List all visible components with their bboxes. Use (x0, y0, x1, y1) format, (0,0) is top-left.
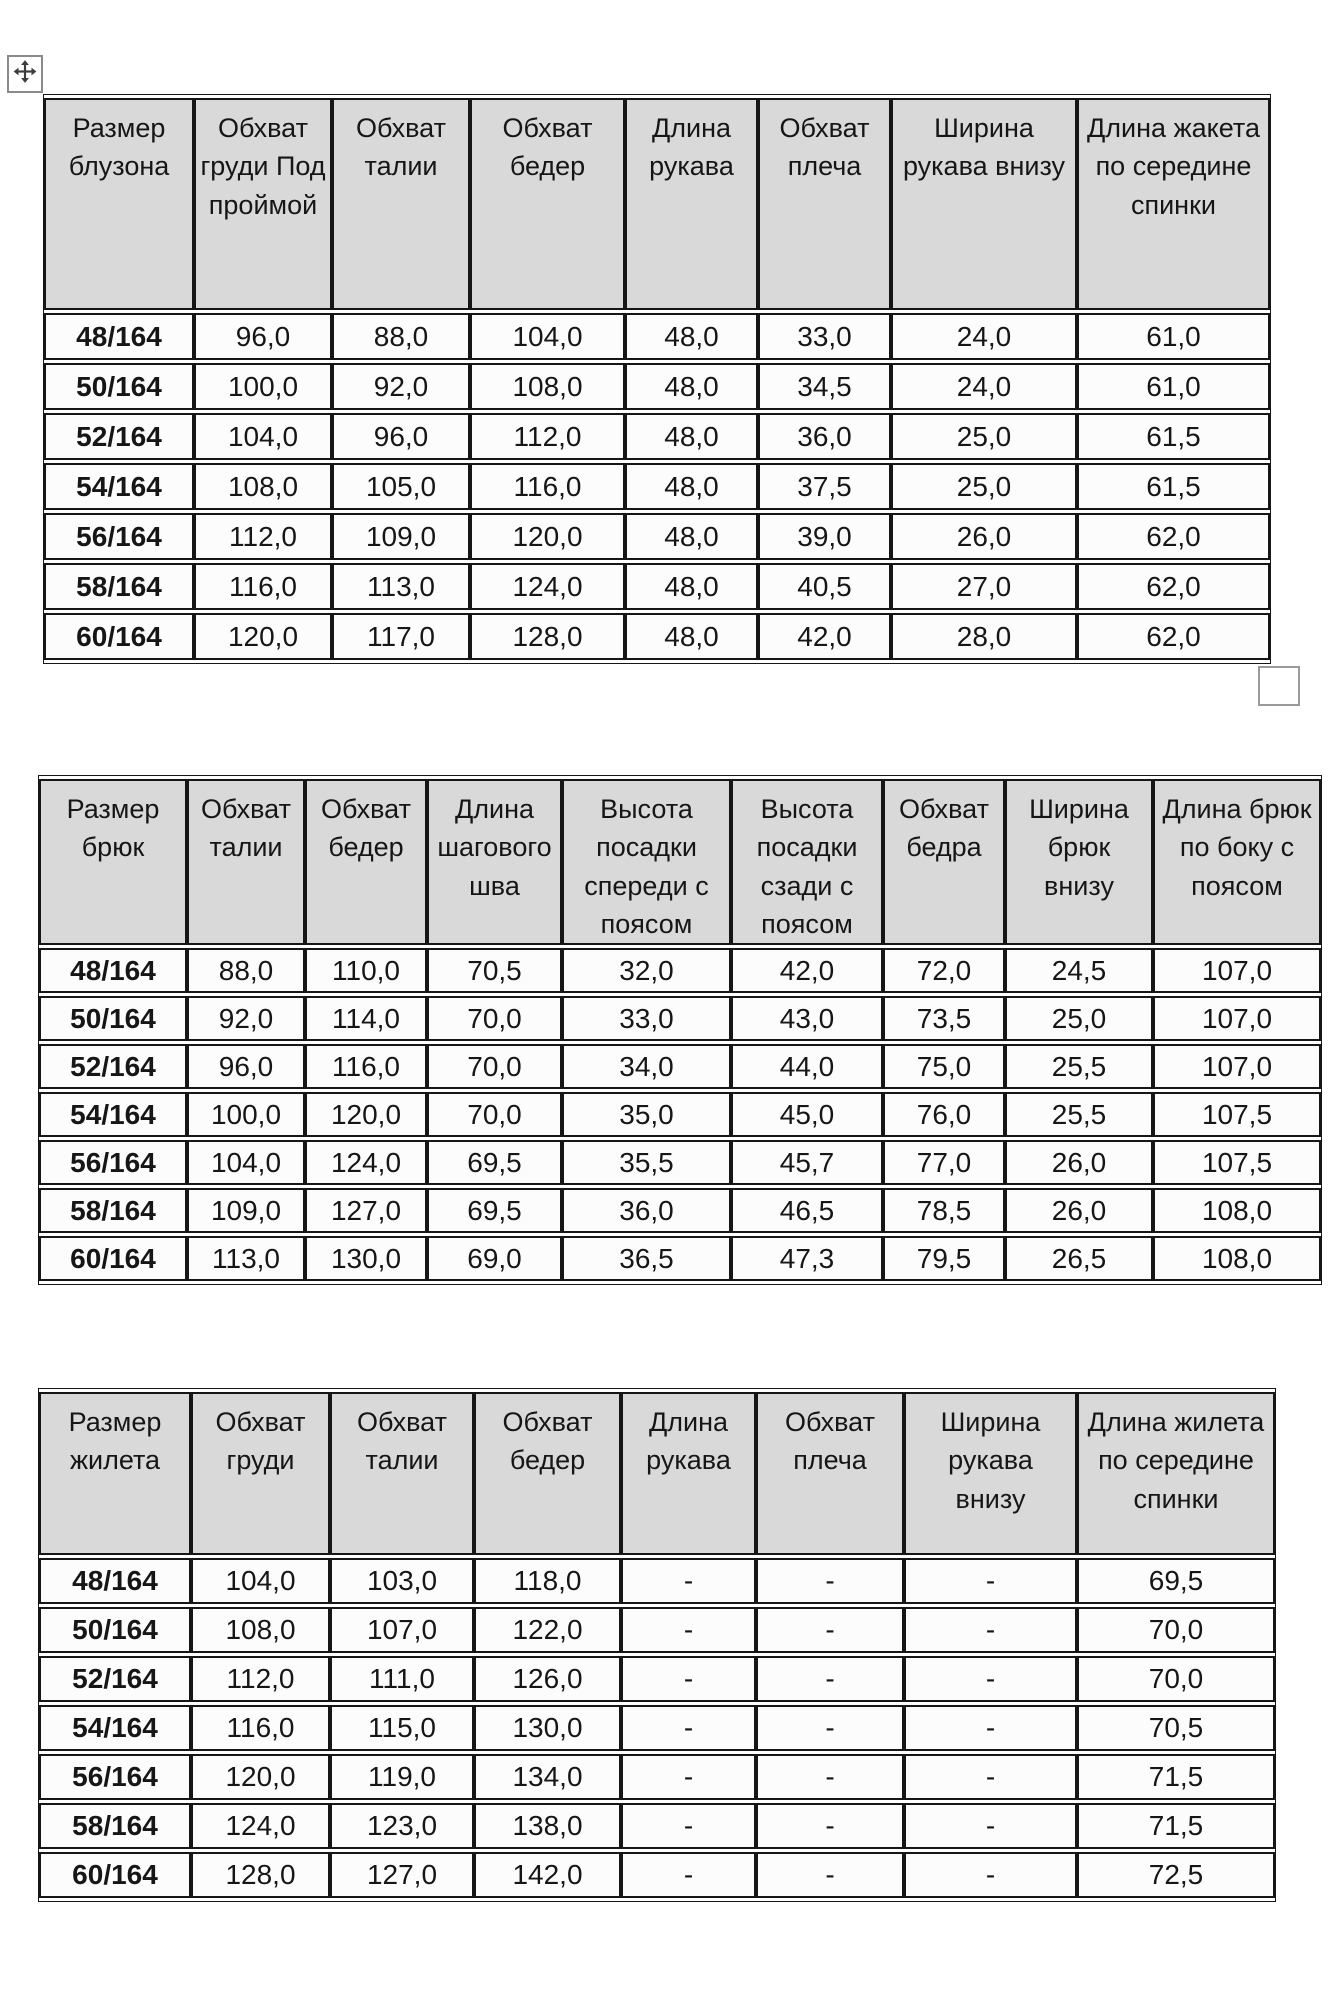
value-cell: 108,0 (194, 463, 332, 510)
column-header: Размер брюк (39, 779, 187, 945)
value-cell: 104,0 (191, 1558, 330, 1604)
column-header: Высота посадки сзади с поясом (731, 779, 883, 945)
value-cell: 76,0 (883, 1092, 1005, 1137)
value-cell: 120,0 (194, 613, 332, 660)
value-cell: 48,0 (625, 563, 758, 610)
value-cell: 35,0 (562, 1092, 731, 1137)
size-cell: 56/164 (44, 513, 194, 560)
value-cell: 27,0 (891, 563, 1077, 610)
value-cell: 40,5 (758, 563, 891, 610)
size-cell: 56/164 (39, 1140, 187, 1185)
value-cell: 72,0 (883, 948, 1005, 993)
value-cell: 104,0 (194, 413, 332, 460)
value-cell: 26,0 (891, 513, 1077, 560)
value-cell: 69,5 (1077, 1558, 1275, 1604)
column-header: Высота посадки спереди с поясом (562, 779, 731, 945)
column-header: Ширина брюк внизу (1005, 779, 1153, 945)
value-cell: 119,0 (330, 1754, 474, 1800)
value-cell: - (621, 1852, 756, 1898)
value-cell: 123,0 (330, 1803, 474, 1849)
value-cell: 110,0 (305, 948, 427, 993)
table-row (39, 1044, 1321, 1089)
value-cell: 25,0 (891, 413, 1077, 460)
value-cell: 124,0 (191, 1803, 330, 1849)
value-cell: 24,5 (1005, 948, 1153, 993)
table-row (44, 363, 1270, 410)
value-cell: 124,0 (305, 1140, 427, 1185)
blouse-size-table (43, 94, 1271, 664)
column-header: Обхват талии (187, 779, 305, 945)
size-cell: 52/164 (39, 1656, 191, 1702)
table-row (39, 1705, 1275, 1751)
value-cell: 34,5 (758, 363, 891, 410)
value-cell: 100,0 (187, 1092, 305, 1137)
value-cell: - (756, 1705, 904, 1751)
value-cell: 114,0 (305, 996, 427, 1041)
value-cell: 96,0 (332, 413, 470, 460)
value-cell: 70,5 (427, 948, 562, 993)
value-cell: 113,0 (187, 1236, 305, 1281)
value-cell: 138,0 (474, 1803, 621, 1849)
value-cell: - (621, 1558, 756, 1604)
pants-size-table (38, 775, 1322, 1285)
size-cell: 52/164 (39, 1044, 187, 1089)
value-cell: 69,5 (427, 1188, 562, 1233)
table-row (39, 1188, 1321, 1233)
header-row (44, 98, 1270, 310)
size-cell: 54/164 (39, 1092, 187, 1137)
value-cell: 96,0 (194, 313, 332, 360)
size-cell: 50/164 (44, 363, 194, 410)
value-cell: 104,0 (187, 1140, 305, 1185)
value-cell: - (756, 1803, 904, 1849)
value-cell: 70,0 (427, 1044, 562, 1089)
value-cell: 120,0 (470, 513, 625, 560)
value-cell: 72,5 (1077, 1852, 1275, 1898)
value-cell: 108,0 (1153, 1188, 1321, 1233)
value-cell: 36,0 (758, 413, 891, 460)
size-cell: 60/164 (39, 1236, 187, 1281)
column-header: Длина рукава (621, 1392, 756, 1555)
value-cell: 48,0 (625, 413, 758, 460)
value-cell: 25,5 (1005, 1044, 1153, 1089)
value-cell: 33,0 (562, 996, 731, 1041)
table-row (39, 1754, 1275, 1800)
value-cell: 108,0 (1153, 1236, 1321, 1281)
value-cell: 42,0 (731, 948, 883, 993)
value-cell: - (756, 1558, 904, 1604)
value-cell: 128,0 (191, 1852, 330, 1898)
table-row (39, 1803, 1275, 1849)
value-cell: 78,5 (883, 1188, 1005, 1233)
value-cell: - (621, 1656, 756, 1702)
value-cell: 61,5 (1077, 413, 1270, 460)
value-cell: 75,0 (883, 1044, 1005, 1089)
header-row (39, 1392, 1275, 1555)
value-cell: 25,0 (1005, 996, 1153, 1041)
value-cell: 46,5 (731, 1188, 883, 1233)
value-cell: 62,0 (1077, 613, 1270, 660)
value-cell: 128,0 (470, 613, 625, 660)
size-cell: 50/164 (39, 996, 187, 1041)
column-header: Длина брюк по боку с поясом (1153, 779, 1321, 945)
value-cell: 124,0 (470, 563, 625, 610)
value-cell: - (756, 1656, 904, 1702)
value-cell: - (904, 1705, 1077, 1751)
value-cell: 112,0 (470, 413, 625, 460)
table-row (44, 563, 1270, 610)
value-cell: 107,5 (1153, 1140, 1321, 1185)
value-cell: - (904, 1852, 1077, 1898)
value-cell: 120,0 (191, 1754, 330, 1800)
value-cell: 61,0 (1077, 363, 1270, 410)
column-header: Ширина рукава внизу (904, 1392, 1077, 1555)
value-cell: 108,0 (191, 1607, 330, 1653)
size-cell: 60/164 (39, 1852, 191, 1898)
value-cell: 26,5 (1005, 1236, 1153, 1281)
vest-size-table (38, 1388, 1276, 1902)
size-cell: 48/164 (39, 1558, 191, 1604)
value-cell: 39,0 (758, 513, 891, 560)
value-cell: 26,0 (1005, 1140, 1153, 1185)
value-cell: 126,0 (474, 1656, 621, 1702)
value-cell: 100,0 (194, 363, 332, 410)
value-cell: 36,5 (562, 1236, 731, 1281)
column-header: Обхват плеча (756, 1392, 904, 1555)
value-cell: 48,0 (625, 613, 758, 660)
header-row (39, 779, 1321, 945)
column-header: Длина жакета по середине спинки (1077, 98, 1270, 310)
value-cell: 130,0 (474, 1705, 621, 1751)
value-cell: 77,0 (883, 1140, 1005, 1185)
value-cell: 69,5 (427, 1140, 562, 1185)
value-cell: 47,3 (731, 1236, 883, 1281)
value-cell: 115,0 (330, 1705, 474, 1751)
size-cell: 58/164 (39, 1188, 187, 1233)
table-row (39, 948, 1321, 993)
value-cell: 25,5 (1005, 1092, 1153, 1137)
value-cell: 103,0 (330, 1558, 474, 1604)
size-cell: 56/164 (39, 1754, 191, 1800)
value-cell: 117,0 (332, 613, 470, 660)
value-cell: 48,0 (625, 513, 758, 560)
value-cell: 127,0 (305, 1188, 427, 1233)
value-cell: 134,0 (474, 1754, 621, 1800)
size-cell: 58/164 (39, 1803, 191, 1849)
table-row (39, 1656, 1275, 1702)
value-cell: 48,0 (625, 363, 758, 410)
column-header: Обхват бедер (474, 1392, 621, 1555)
value-cell: - (756, 1754, 904, 1800)
value-cell: 79,5 (883, 1236, 1005, 1281)
value-cell: 88,0 (332, 313, 470, 360)
value-cell: 28,0 (891, 613, 1077, 660)
value-cell: 45,0 (731, 1092, 883, 1137)
value-cell: 62,0 (1077, 563, 1270, 610)
size-cell: 48/164 (39, 948, 187, 993)
column-header: Обхват бедер (470, 98, 625, 310)
size-cell: 54/164 (44, 463, 194, 510)
column-header: Обхват талии (332, 98, 470, 310)
value-cell: - (621, 1705, 756, 1751)
column-header: Длина рукава (625, 98, 758, 310)
column-header: Размер жилета (39, 1392, 191, 1555)
value-cell: - (904, 1607, 1077, 1653)
value-cell: 122,0 (474, 1607, 621, 1653)
column-header: Обхват талии (330, 1392, 474, 1555)
value-cell: 45,7 (731, 1140, 883, 1185)
value-cell: 62,0 (1077, 513, 1270, 560)
table-row (44, 313, 1270, 360)
value-cell: 70,0 (427, 1092, 562, 1137)
value-cell: 130,0 (305, 1236, 427, 1281)
column-header: Ширина рукава внизу (891, 98, 1077, 310)
value-cell: 104,0 (470, 313, 625, 360)
table-row (39, 1607, 1275, 1653)
value-cell: 113,0 (332, 563, 470, 610)
value-cell: 111,0 (330, 1656, 474, 1702)
value-cell: 70,0 (1077, 1607, 1275, 1653)
value-cell: 70,0 (1077, 1656, 1275, 1702)
value-cell: 116,0 (470, 463, 625, 510)
value-cell: 107,0 (1153, 996, 1321, 1041)
value-cell: 107,5 (1153, 1092, 1321, 1137)
value-cell: - (756, 1852, 904, 1898)
value-cell: - (621, 1803, 756, 1849)
value-cell: 26,0 (1005, 1188, 1153, 1233)
value-cell: 24,0 (891, 313, 1077, 360)
size-cell: 60/164 (44, 613, 194, 660)
value-cell: 43,0 (731, 996, 883, 1041)
value-cell: 109,0 (332, 513, 470, 560)
value-cell: 35,5 (562, 1140, 731, 1185)
value-cell: 34,0 (562, 1044, 731, 1089)
value-cell: 109,0 (187, 1188, 305, 1233)
value-cell: - (904, 1656, 1077, 1702)
value-cell: 92,0 (332, 363, 470, 410)
value-cell: 108,0 (470, 363, 625, 410)
table-row (39, 1852, 1275, 1898)
value-cell: 70,5 (1077, 1705, 1275, 1751)
table-row (44, 413, 1270, 460)
table-row (39, 1236, 1321, 1281)
table-row (44, 463, 1270, 510)
value-cell: 116,0 (194, 563, 332, 610)
value-cell: - (756, 1607, 904, 1653)
table-move-handle[interactable] (7, 55, 43, 93)
value-cell: 71,5 (1077, 1754, 1275, 1800)
value-cell: 24,0 (891, 363, 1077, 410)
value-cell: 92,0 (187, 996, 305, 1041)
column-header: Обхват плеча (758, 98, 891, 310)
value-cell: 36,0 (562, 1188, 731, 1233)
value-cell: - (904, 1754, 1077, 1800)
column-header: Обхват груди Под проймой (194, 98, 332, 310)
value-cell: 127,0 (330, 1852, 474, 1898)
value-cell: 69,0 (427, 1236, 562, 1281)
table-resize-handle[interactable] (1258, 666, 1300, 706)
table-row (44, 613, 1270, 660)
value-cell: 48,0 (625, 313, 758, 360)
value-cell: 118,0 (474, 1558, 621, 1604)
value-cell: 70,0 (427, 996, 562, 1041)
value-cell: 107,0 (1153, 1044, 1321, 1089)
size-cell: 50/164 (39, 1607, 191, 1653)
value-cell: 71,5 (1077, 1803, 1275, 1849)
value-cell: 33,0 (758, 313, 891, 360)
value-cell: 107,0 (1153, 948, 1321, 993)
table-row (39, 1558, 1275, 1604)
value-cell: 105,0 (332, 463, 470, 510)
value-cell: 116,0 (191, 1705, 330, 1751)
size-cell: 58/164 (44, 563, 194, 610)
value-cell: 120,0 (305, 1092, 427, 1137)
move-icon (12, 58, 38, 90)
value-cell: - (621, 1754, 756, 1800)
value-cell: 32,0 (562, 948, 731, 993)
value-cell: 44,0 (731, 1044, 883, 1089)
value-cell: 112,0 (194, 513, 332, 560)
value-cell: 37,5 (758, 463, 891, 510)
value-cell: 116,0 (305, 1044, 427, 1089)
value-cell: 61,5 (1077, 463, 1270, 510)
value-cell: 112,0 (191, 1656, 330, 1702)
value-cell: - (621, 1607, 756, 1653)
column-header: Длина жилета по середине спинки (1077, 1392, 1275, 1555)
value-cell: 42,0 (758, 613, 891, 660)
column-header: Длина шагового шва (427, 779, 562, 945)
value-cell: 107,0 (330, 1607, 474, 1653)
column-header: Обхват бедра (883, 779, 1005, 945)
value-cell: - (904, 1558, 1077, 1604)
table-row (44, 513, 1270, 560)
value-cell: - (904, 1803, 1077, 1849)
value-cell: 25,0 (891, 463, 1077, 510)
size-cell: 54/164 (39, 1705, 191, 1751)
value-cell: 61,0 (1077, 313, 1270, 360)
size-cell: 52/164 (44, 413, 194, 460)
value-cell: 96,0 (187, 1044, 305, 1089)
value-cell: 48,0 (625, 463, 758, 510)
value-cell: 73,5 (883, 996, 1005, 1041)
size-cell: 48/164 (44, 313, 194, 360)
table-row (39, 1140, 1321, 1185)
table-row (39, 1092, 1321, 1137)
value-cell: 88,0 (187, 948, 305, 993)
column-header: Обхват груди (191, 1392, 330, 1555)
column-header: Размер блузона (44, 98, 194, 310)
column-header: Обхват бедер (305, 779, 427, 945)
table-row (39, 996, 1321, 1041)
value-cell: 142,0 (474, 1852, 621, 1898)
